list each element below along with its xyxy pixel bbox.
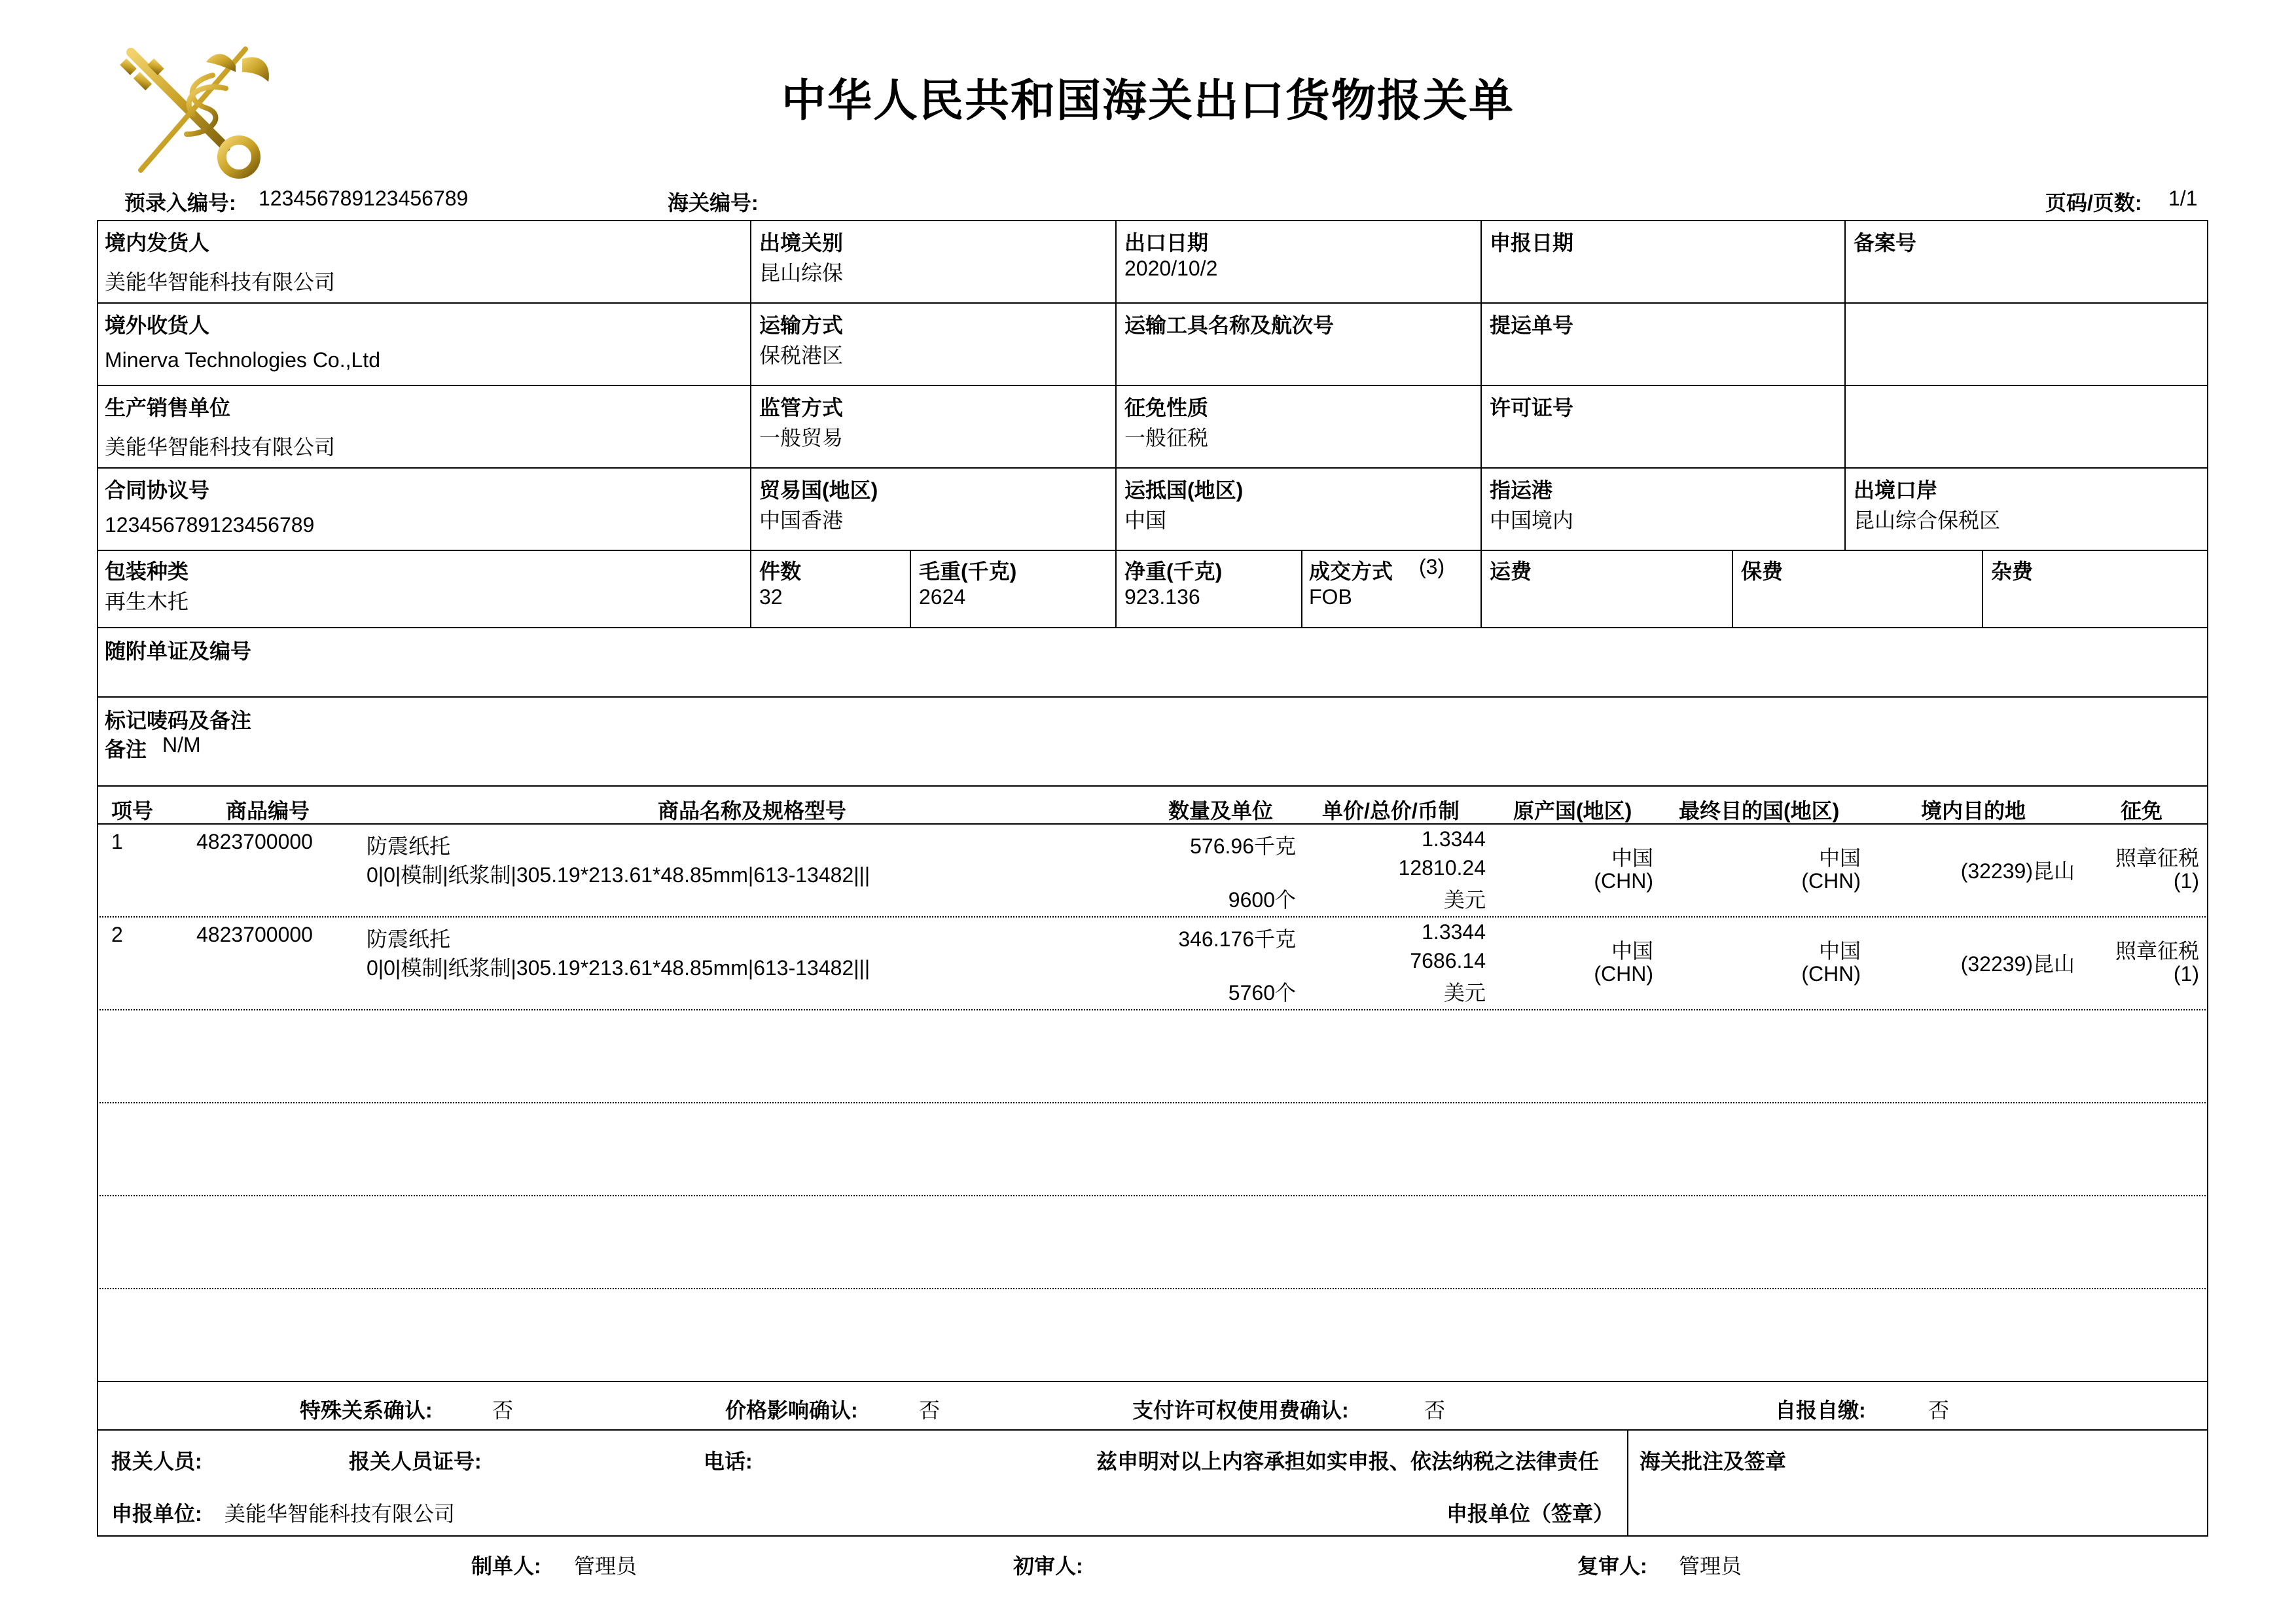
export-date-label: 出口日期 [1124,231,1209,255]
pieces-label: 件数 [759,560,802,583]
contract-value: 123456789123456789 [105,513,315,537]
vessel-label: 运输工具名称及航次号 [1124,313,1335,337]
consignee-label: 境外收货人 [105,313,210,337]
col-price: 单价/总价/币制 [1322,799,1460,823]
supervision-value: 一般贸易 [759,426,844,450]
declare-date-label: 申报日期 [1490,231,1574,255]
customs-approval-label: 海关批注及签章 [1640,1450,1787,1473]
deal-mode-value: FOB [1309,585,1352,609]
insurance-label: 保费 [1741,560,1784,583]
row-final-code: (CHN) [1801,962,1861,986]
record-no-label: 备案号 [1854,231,1917,255]
declaring-unit-value: 美能华智能科技有限公司 [224,1502,456,1525]
special-relation-label: 特殊关系确认: [300,1399,433,1422]
freight-label: 运费 [1490,560,1532,583]
port-value: 中国境内 [1490,508,1574,532]
price-influence-value: 否 [919,1399,941,1422]
dest-country-label: 运抵国(地区) [1124,478,1244,502]
recheck-value: 管理员 [1679,1554,1742,1578]
col-levy: 征免 [2121,799,2163,823]
deal-mode-code: (3) [1419,555,1445,579]
marks-label: 标记唛码及备注 [105,709,252,732]
phone-label: 电话: [704,1450,753,1473]
col-goods-name: 商品名称及规格型号 [658,799,847,823]
row-final-code: (CHN) [1801,869,1861,893]
trade-country-label: 贸易国(地区) [759,478,878,502]
row-domestic-dest: (32239)昆山 [1960,952,2075,976]
page-value: 1/1 [2168,187,2198,210]
transport-mode-value: 保税港区 [759,344,844,367]
row-final-name: 中国 [1818,846,1861,870]
row-qty-weight: 346.176千克 [1178,927,1296,951]
row-origin-name: 中国 [1611,846,1653,870]
dest-country-value: 中国 [1124,508,1167,532]
row-goods-spec: 0|0|模制|纸浆制|305.19*213.61*48.85mm|613-13482||| [367,956,870,980]
consignee-value: Minerva Technologies Co.,Ltd [105,348,380,372]
exit-customs-value: 昆山综保 [759,261,844,285]
remark-value: N/M [162,733,201,757]
tax-nature-value: 一般征税 [1124,426,1209,450]
license-label: 许可证号 [1490,396,1574,419]
row-levy-mode: 照章征税 [2115,939,2199,963]
row-origin-name: 中国 [1611,939,1653,963]
declaring-unit-label: 申报单位: [111,1502,202,1525]
col-quantity: 数量及单位 [1168,799,1274,823]
declarant-label: 报关人员: [111,1450,202,1473]
row-qty-weight: 576.96千克 [1190,834,1296,858]
supervision-label: 监管方式 [759,396,844,419]
row-domestic-dest: (32239)昆山 [1960,859,2075,883]
special-relation-value: 否 [492,1399,514,1422]
row-currency: 美元 [1443,981,1486,1005]
exit-customs-label: 出境关别 [759,231,844,255]
customs-no-label: 海关编号: [668,191,759,215]
legal-statement: 兹申明对以上内容承担如实申报、依法纳税之法律责任 [1096,1450,1600,1473]
bill-no-label: 提运单号 [1490,313,1574,337]
gross-weight-value: 2624 [919,585,966,609]
royalty-label: 支付许可权使用费确认: [1132,1399,1349,1422]
row-origin-code: (CHN) [1594,869,1653,893]
pieces-value: 32 [759,585,783,609]
document-title: 中华人民共和国海关出口货物报关单 [781,76,1515,126]
package-value: 再生木托 [105,590,189,613]
col-origin: 原产国(地区) [1513,799,1632,823]
consignor-label: 境内发货人 [105,231,210,255]
col-item-no: 项号 [111,799,154,823]
row-levy-code: (1) [2173,869,2199,893]
row-origin-code: (CHN) [1594,962,1653,986]
maker-value: 管理员 [574,1554,637,1578]
first-review-label: 初审人: [1013,1554,1083,1578]
row-goods-code: 4823700000 [196,923,313,946]
pre-entry-label: 预录入编号: [124,191,236,215]
row-levy-code: (1) [2173,962,2199,986]
row-item-no: 1 [111,830,123,853]
row-final-name: 中国 [1818,939,1861,963]
row-total-price: 7686.14 [1410,949,1486,972]
tax-nature-label: 征免性质 [1124,396,1209,419]
row-goods-name: 防震纸托 [367,927,451,951]
net-weight-label: 净重(千克) [1124,560,1223,583]
row-qty-count: 5760个 [1228,981,1296,1005]
exit-port-value: 昆山综合保税区 [1854,508,2001,532]
transport-mode-label: 运输方式 [759,313,844,337]
export-date-value: 2020/10/2 [1124,257,1218,280]
declarant-cert-label: 报关人员证号: [349,1450,482,1473]
pre-entry-value: 123456789123456789 [259,187,469,210]
col-final-country: 最终目的国(地区) [1679,799,1840,823]
exit-port-label: 出境口岸 [1854,478,1938,502]
contract-label: 合同协议号 [105,478,210,502]
net-weight-value: 923.136 [1124,585,1200,609]
deal-mode-label: 成交方式 [1309,560,1393,583]
row-levy-mode: 照章征税 [2115,846,2199,870]
port-label: 指运港 [1490,478,1553,502]
row-goods-code: 4823700000 [196,830,313,853]
consignor-value: 美能华智能科技有限公司 [105,270,336,294]
col-goods-code: 商品编号 [226,799,310,823]
row-unit-price: 1.3344 [1422,920,1486,944]
recheck-label: 复审人: [1577,1554,1647,1578]
royalty-value: 否 [1424,1399,1446,1422]
row-goods-spec: 0|0|模制|纸浆制|305.19*213.61*48.85mm|613-13482||| [367,863,870,887]
self-pay-value: 否 [1928,1399,1950,1422]
row-goods-name: 防震纸托 [367,834,451,858]
misc-fee-label: 杂费 [1991,560,2034,583]
package-label: 包装种类 [105,560,189,583]
col-domestic-dest: 境内目的地 [1921,799,2026,823]
row-currency: 美元 [1443,888,1486,912]
page-label: 页码/页数: [2045,191,2142,215]
producer-value: 美能华智能科技有限公司 [105,435,336,459]
row-unit-price: 1.3344 [1422,827,1486,851]
price-influence-label: 价格影响确认: [725,1399,858,1422]
attached-docs-label: 随附单证及编号 [105,639,252,663]
declaring-unit-sign: 申报单位（签章） [1446,1502,1615,1525]
maker-label: 制单人: [471,1554,541,1578]
self-pay-label: 自报自缴: [1775,1399,1866,1422]
row-item-no: 2 [111,923,123,946]
gross-weight-label: 毛重(千克) [919,560,1017,583]
row-total-price: 12810.24 [1398,856,1486,880]
producer-label: 生产销售单位 [105,396,231,419]
remark-label: 备注 [105,738,147,761]
trade-country-value: 中国香港 [759,508,844,532]
row-qty-count: 9600个 [1228,888,1296,912]
